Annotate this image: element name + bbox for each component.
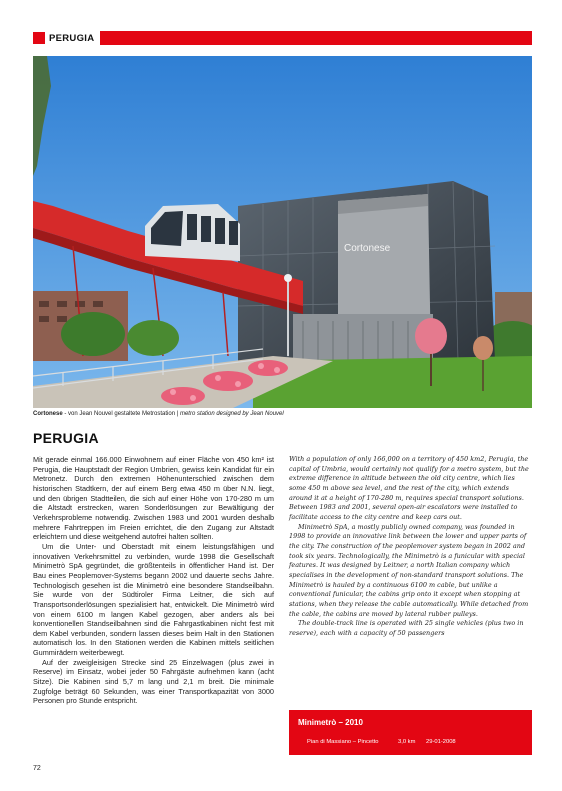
infobox-route: Pian di Massiano – Pincetto xyxy=(307,739,379,745)
trees-left xyxy=(61,312,125,356)
german-paragraph: Mit gerade einmal 166.000 Einwohnern auf einer Fläche von 450 km² ist Perugia, die Hauptstadt der Region Umbrien, gewiss kein Kandidat für ein Metronetz. Durch den extremen Höhenunterschied zwischen dem historischen Stadtkern, der auf einem Berg etwa 450 m über N.N. liegt, und den übrigen Stadtteilen, die sich auf einer Höhe von 170-280 m um die Altstadt erstrecken, waren Sonderlösungen zur Bewältigung der Verkehrsprobleme notwendig. Zwischen 1983 und 2001 wurden deshalb mehrere Fahrtreppen im Freien errichtet, die den Zugang zur Altstadt erleichtern und diese weitgehend autofrei halten sollten. xyxy=(33,455,274,542)
station-sign: Cortonese xyxy=(344,243,391,254)
infobox-row xyxy=(307,739,456,745)
caption-german: - von Jean Nouvel gestaltete Metrostation | xyxy=(62,411,180,417)
section-title: PERUGIA xyxy=(33,430,99,446)
english-column xyxy=(289,455,532,638)
header-title: PERUGIA xyxy=(49,32,95,44)
station-photo xyxy=(33,56,532,408)
header-bar xyxy=(33,31,532,45)
english-paragraph: The double-track line is operated with 25 single vehicles (plus two in reserve), each with a capacity of 50 passengers xyxy=(289,619,524,637)
infobox-date: 29-01-2008 xyxy=(426,739,456,745)
photo-caption xyxy=(33,411,532,417)
german-paragraph: Um die Unter- und Oberstadt mit einem leistungsfähigen und innovativen Verkehrsmittel zu verbinden, wurde 1998 die Gesellschaft Minimetrò SpA gegründet, die größtenteils in öffentlicher Hand ist. Der Bau eines Peoplemover-Systems begann 2002 und dauerte sechs Jahre. Technologisch gesehen ist die Minimetrò eine besondere Standseilbahn. Sie wurde von der Südtiroler Firma Leitner, die sich auf Transportsonderlösungen spezialisiert hat, entwickelt. Die Minimetrò wird von einem 6100 m langen Kabel gezogen, aber anders als bei konventionellen Standseilbahnen sind die Fahrgastkabinen nicht fest mit dem Kabel verbunden, sondern lassen dieses beim Halt in den Stationen automatisch los. In den Stationen werden die Kabinen mittels seitlichen Gummirädern weiterbewegt. xyxy=(33,541,274,658)
english-paragraph: With a population of only 166,000 on a territory of 450 km2, Perugia, the capital of Umbria, would certainly not qualify for a metro system, but the extreme difference in altitude between the old city centre, which lies some 450 m above sea level, and the rest of the city, which extends around it at a height of 170-280 m, requires special transport solutions. Between 1983 and 2001, several open-air escalators were installed to facilitate access to the city centre and keep cars out. xyxy=(289,455,529,521)
line-infobox xyxy=(289,710,532,755)
english-paragraph: Minimetrò SpA, a mostly publicly owned company, was founded in 1998 to provide an innovative link between the lower and upper parts of the city. The construction of the peoplemover system began in 2002 and took six years. Technologically, the Minimetrò is a funicular with special features. It was designed by Leitner, a north Italian company which specialises in the development of non-standard transport solutions. The Minimetrò is hauled by a continuous 6100 m cable, but unlike a conventional funicular, the cabins grip onto it except when stopping at stations, when they release the cable automatically. While detached from the cable, the cabins are moved by lateral rubber pulleys. xyxy=(289,522,529,618)
german-column xyxy=(33,455,274,706)
infobox-title: Minimetrò – 2010 xyxy=(298,718,363,727)
caption-english: metro station designed by Jean Nouvel xyxy=(179,411,284,417)
german-paragraph: Auf der zweigleisigen Strecke sind 25 Einzelwagen (plus zwei in Reserve) im Einsatz, wobei jeder 50 Fahrgäste aufnehmen kann (acht Sitze). Die Kabinen sind 5,7 m lang und 2,1 m breit. Die minimale Zugfolge beträgt 60 Sekunden, was einer Transportkapazität von 3000 Personen pro Stunde entspricht. xyxy=(33,657,274,706)
page-number: 72 xyxy=(33,765,41,772)
header-square-marker xyxy=(33,32,45,44)
header-label xyxy=(33,31,100,45)
infobox-length: 3,0 km xyxy=(398,739,416,745)
caption-bold: Cortonese xyxy=(33,411,63,417)
